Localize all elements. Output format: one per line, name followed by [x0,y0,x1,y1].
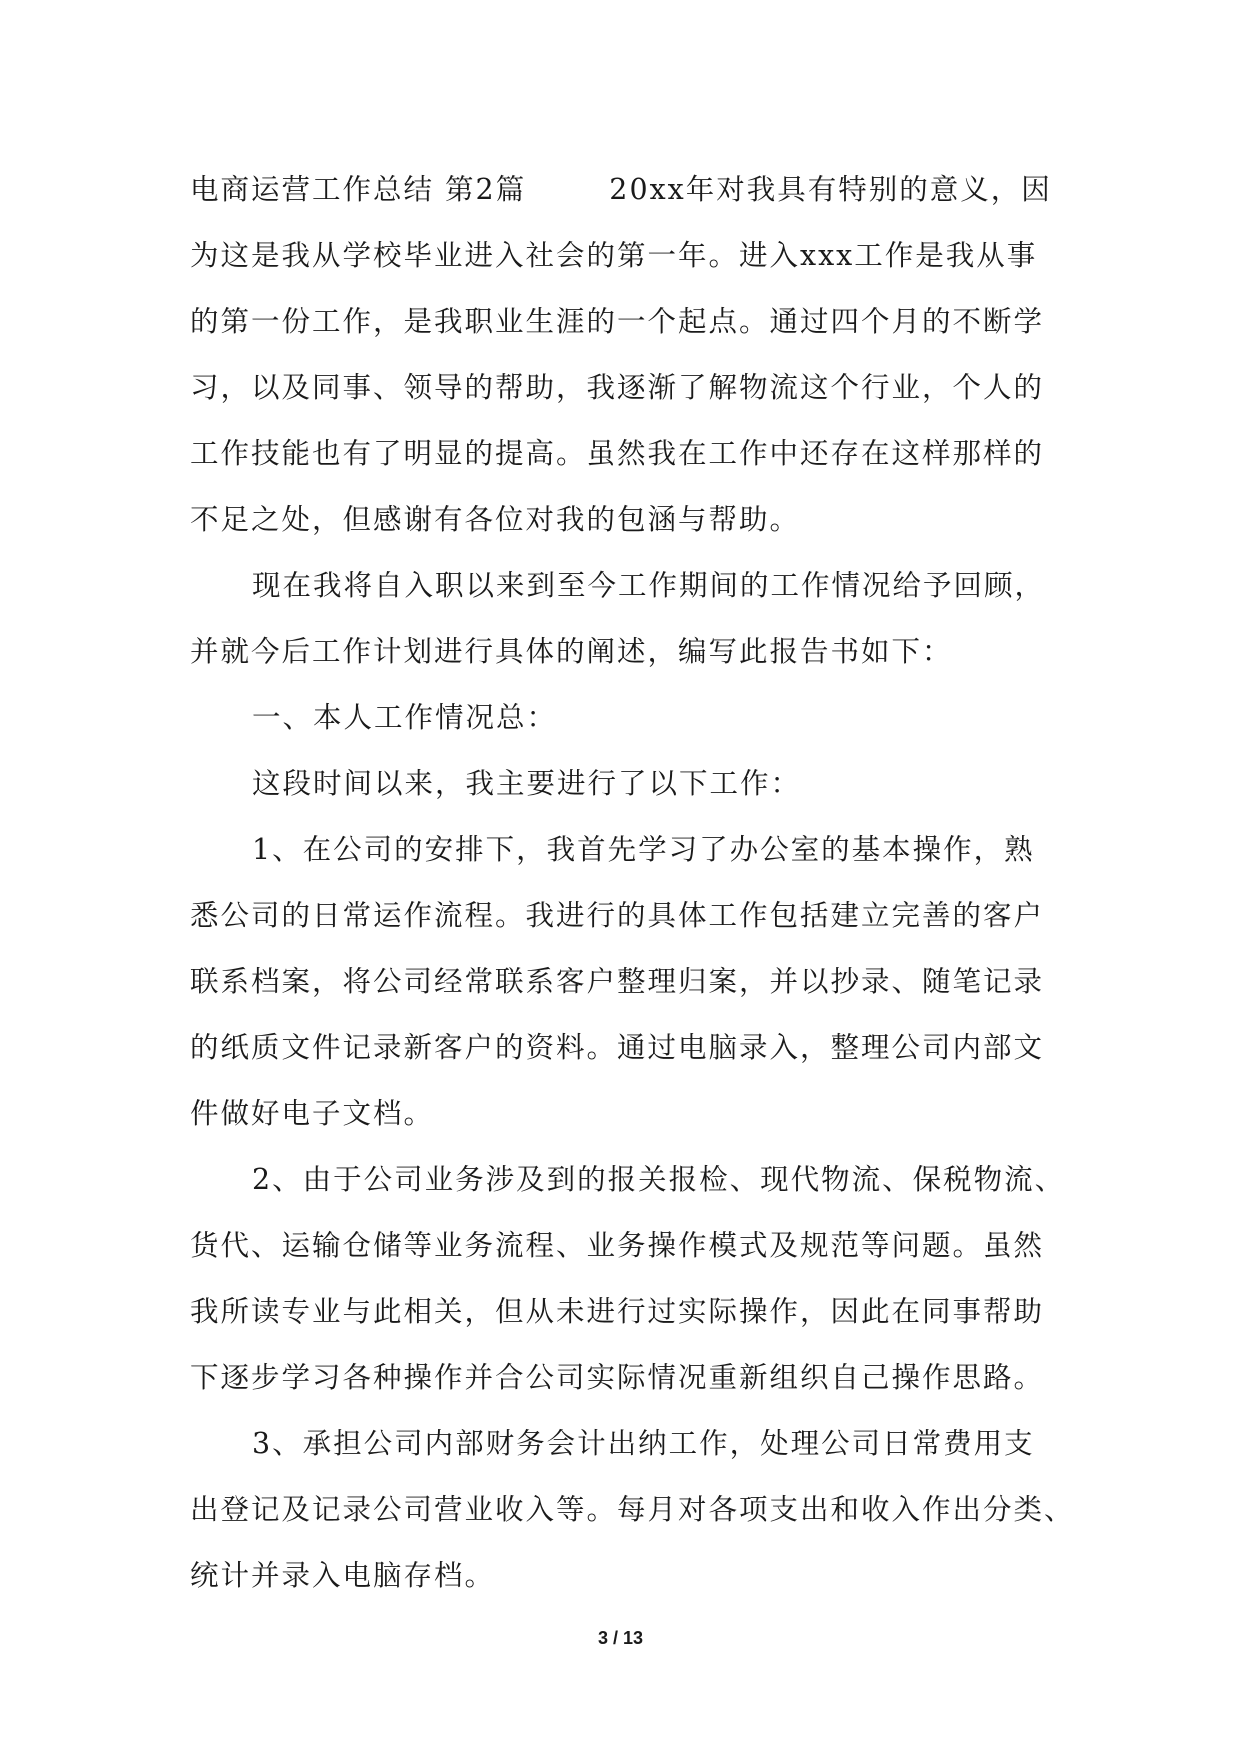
text-line: 工作技能也有了明显的提高。虽然我在工作中还存在这样那样的 [190,437,1045,470]
text-line: 统计并录入电脑存档。 [190,1559,496,1592]
page-number: 3 / 13 [597,1628,644,1648]
text-line: 联系档案，将公司经常联系客户整理归案，并以抄录、随笔记录 [190,965,1045,998]
text-line: 2、由于公司业务涉及到的报关报检、现代物流、保税物流、 [252,1163,1066,1196]
text-line: 我所读专业与此相关，但从未进行过实际操作，因此在同事帮助 [190,1295,1045,1328]
text-line: 下逐步学习各种操作并合公司实际情况重新组织自己操作思路。 [190,1361,1045,1394]
text-line: 货代、运输仓储等业务流程、业务操作模式及规范等问题。虽然 [190,1229,1045,1262]
text-line: 为这是我从学校毕业进入社会的第一年。进入xxx工作是我从事 [190,239,1038,272]
text-line: 3、承担公司内部财务会计出纳工作，处理公司日常费用支 [252,1427,1035,1460]
text-line: 1、在公司的安排下，我首先学习了办公室的基本操作，熟 [252,833,1035,866]
text-line: 并就今后工作计划进行具体的阐述，编写此报告书如下： [190,635,953,668]
document-body [190,157,1075,1609]
text-line: 不足之处，但感谢有各位对我的包涵与帮助。 [190,503,801,536]
text-line: 件做好电子文档。 [190,1097,435,1130]
text-line: 的纸质文件记录新客户的资料。通过电脑录入，整理公司内部文 [190,1031,1045,1064]
text-line: 出登记及记录公司营业收入等。每月对各项支出和收入作出分类、 [190,1493,1075,1526]
text-line: 的第一份工作，是我职业生涯的一个起点。通过四个月的不断学 [190,305,1045,338]
text-line: 电商运营工作总结 第2篇 20xx年对我具有特别的意义，因 [190,173,1052,206]
text-line: 悉公司的日常运作流程。我进行的具体工作包括建立完善的客户 [190,899,1045,932]
section-heading: 一、本人工作情况总： [252,701,558,734]
text-line: 习，以及同事、领导的帮助，我逐渐了解物流这个行业，个人的 [190,371,1045,404]
text-line: 现在我将自入职以来到至今工作期间的工作情况给予回顾， [252,569,1046,602]
text-line: 这段时间以来，我主要进行了以下工作： [252,767,802,800]
